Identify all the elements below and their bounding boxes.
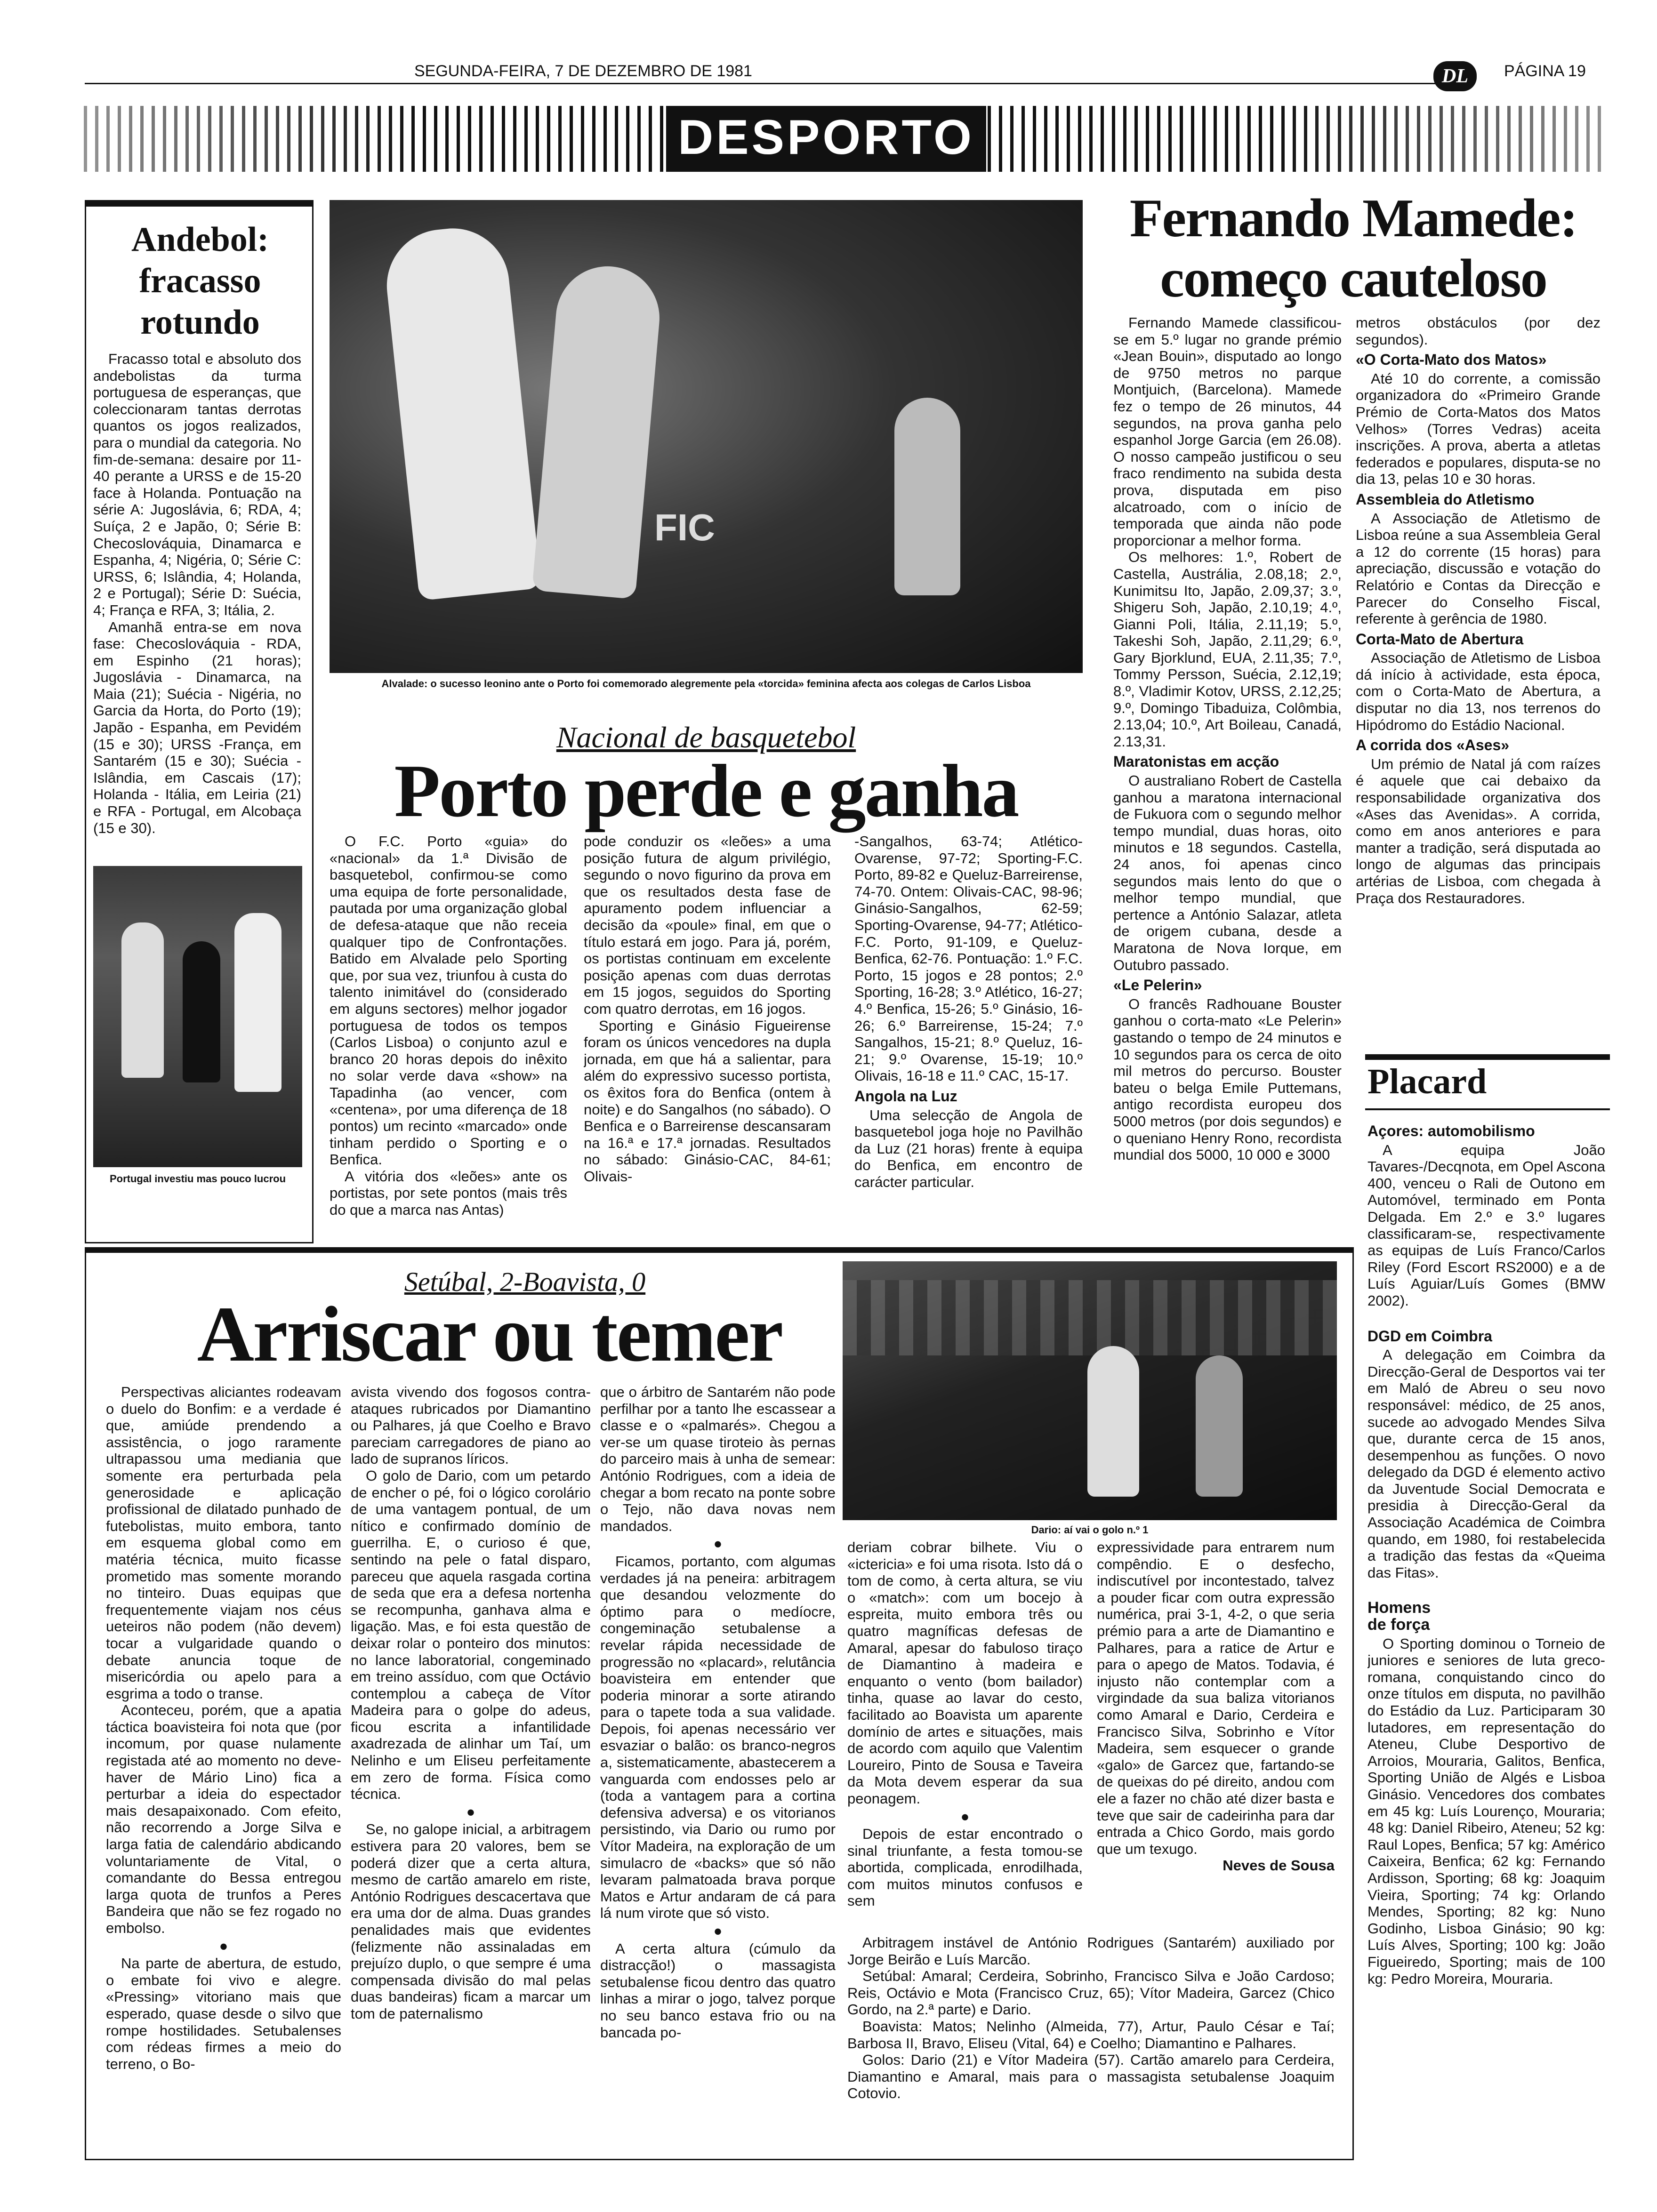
homens-heading-line: de força <box>1367 1616 1430 1634</box>
basket-paragraph: O F.C. Porto «guia» do «nacional» da 1.ª Divisão de basquetebol, confirmou-se como uma equipa de forte personalidade, pautada por uma organização global de defesa-ataque que não receia qualquer tipo de Confrontações. Batido em Alvalade pelo Sporting que, por sua vez, triunfou à custa do talento inimitável do (considerado em alguns sectores) melhor jogador portuguesa de todos os tempos (Carlos Lisboa) o conjunto azul e branco 20 horas depois do inêxito no solar verde dava «show» na Tapadinha (ao vencer, com «centena», por uma diferença de 18 pontos) um recinto «marcado» onde tinham perdido o Sporting e o Benfica. <box>330 833 567 1168</box>
photo-figure <box>1087 1346 1139 1497</box>
mamede-paragraph: Fernando Mamede classificou-se em 5.º lugar no grande prémio «Jean Bouin», disputado ao longo de 9750 metros no parque Montjuich, (Barcelona). Mamede fez o tempo de 26 minutos, 44 segundos, na prova ganha pelo espanhol Jorge Garcia (em 26.08). O nosso campeão justificou o seu fraco rendimento na subida desta prova, disputada em piso alcatroado, com o início de temporada que ainda não pode proporcionar a melhor forma. <box>1113 314 1342 549</box>
setubal-kicker: Setúbal, 2-Boavista, 0 <box>404 1266 646 1297</box>
photo-figure <box>894 398 960 595</box>
cortamato-matos-heading: «O Corta-Mato dos Matos» <box>1356 351 1547 369</box>
maratonistas-heading: Maratonistas em acção <box>1113 753 1279 770</box>
cortamato-matos-paragraph: Até 10 do corrente, a comissão organizadora do «Primeiro Grande Prémio de Corta-Matos dos Matos Velhos» (Torres Vedras) aceita inscrições. A prova, aberta a atletas federados e populares, disputa-se no dia 13, pelas 10 e 30 horas. <box>1356 370 1601 488</box>
basket-col-3 <box>854 833 1083 1233</box>
andebol-photo-caption: Portugal investiu mas pouco lucrou <box>109 1173 286 1185</box>
ficha-paragraph: Boavista: Matos; Nelinho (Almeida, 77), Artur, Paulo César e Taí; Barbosa II, Bravo, Eliseu (Vital, 64) e Coelho; Diamantino e Palhares. <box>847 2018 1335 2052</box>
section-banner-fade-left <box>84 106 413 172</box>
photo-figure <box>381 223 541 601</box>
photo-figure <box>532 262 664 600</box>
dgd-heading: DGD em Coimbra <box>1367 1327 1492 1345</box>
andebol-paragraph: Amanhã entra-se em nova fase: Checoslováquia - RDA, em Espinho (21 horas); Jugoslávia - Dinamarca, na Maia (21); Suécia - Nigéria, no Garcia da Horta, do Porto (19); Japão - Espanha, em Pevidém (15 e 30); URSS -França, em Santarém (15 e 30); Suécia - Islândia, em Cascais (17); Holanda - Itália, em Leiria (21) e RFA - Portugal, em Alcobaça (15 e 30). <box>93 618 301 836</box>
andebol-paragraph: Fracasso total e absoluto dos andebolistas da turma portuguesa de esperanças, que coleccionaram tantas derrotas quantos os jogos realizados, para o mundial da categoria. No fim-de-semana: desaire por 11-40 perante a URSS e de 15-20 face à Holanda. Pontuação na série A: Jugoslávia, 6; RDA, 4; Suíça, 2 e Japão, 0; Série B: Checoslováquia, Dinamarca e Espanha, 4; Nigéria, 0; Série C: URSS, 6; Islândia, 4; Holanda, 2 e Portugal); Série D: Suécia, 4; França e RFA, 3; Itália, 2. <box>93 351 301 618</box>
ficha-paragraph: Setúbal: Amaral; Cerdeira, Sobrinho, Francisco Silva e João Cardoso; Reis, Octávio e Mota (Francisco Cruz, 65); Vítor Madeira, Garcez (Chico Gordo, na 2.ª parte) e Dario. <box>847 1968 1335 2018</box>
setubal-paragraph: avista vivendo dos fogosos contra-ataques rubricados por Diamantino ou Palhares, já que Coelho e Bravo pareciam carregadores de piano ao lado de supranos líricos. <box>351 1384 591 1467</box>
setubal-col-2 <box>351 1384 591 2146</box>
mamede-col-2 <box>1356 314 1601 1053</box>
bullet-dot: ● <box>713 1535 723 1552</box>
setubal-paragraph: O golo de Dario, com um petardo de encher o pé, foi o lógico corolário de uma vantagem pontual, de um nítico e confirmado domínio de guerrilha. E, o curioso é que, sentindo na pele o fatal disparo, pareceu que aquela rasgada cortina de seda que era a defesa nortenha se recompunha, ganhava alma e ligação. Mas, e foi esta questão de deixar rolar o ponteiro dos minutos: no lance laboratorial, congeminado em treino assíduo, com que Octávio contemplou a cabeça de Vítor Madeira para o golpe do adeus, ficou escrita a infantilidade axadrezada de alinhar um Taí, um Nelinho e um Eliseu perfeitamente em zero de forma. Física como técnica. <box>351 1467 591 1803</box>
setubal-paragraph: expressividade para entrarem num compêndio. E o desfecho, indiscutível por incontestado, talvez a pouder ficar com outra expressão numérica, prai 3-1, 4-2, o que seria prémio para a arte de Diamantino e Palhares, para a ratice de Artur e para o apego de Matos. Todavia, é injusto não contemplar com a virgindade da sua baliza vitorianos como Amaral e Dario, Cerdeira e Francisco Silva, Sobrinho e Vítor Madeira, sem esquecer o grande «galo» de Garcez que, fartando-se de queixas do pé direito, andou com ele a fazer no chão até dizer basta e teve que sair de cadeirinha para dar entrada a Chico Gordo, mais gordo que um texugo. <box>1097 1539 1335 1857</box>
assembleia-heading: Assembleia do Atletismo <box>1356 490 1535 508</box>
mamede-headline-line: começo cauteloso <box>1160 248 1547 309</box>
mamede-headline-line: Fernando Mamede: <box>1129 188 1577 248</box>
homens-paragraph: O Sporting dominou o Torneio de juniores e seniores de luta greco-romana, conquistando cinco do onze títulos em disputa, no pavilhão do Estádio da Luz. Participaram 30 lutadores, em representação do Ateneu, Clube Desportivo de Arroios, Mouraria, Galitos, Benfica, Sporting União de Algés e Lisboa Ginásio. Vencedores dos combates em 45 kg: Luís Lourenço, Mouraria; 48 kg: Daniel Ribeiro, Ateneu; 52 kg: Raul Lopes, Benfica; 57 kg: Américo Caixeira, Benfica; 62 kg: Fernando Ardisson, Sporting; 68 kg: Joaquim Vieira, Sporting; 74 kg: Orlando Mendes, Sporting; 82 kg: Nuno Godinho, Lisboa Ginásio; 90 kg: Luís Alves, Sporting; 100 kg: João Figueiredo, Sporting; mais de 100 kg: Pedro Moreira, Mouraria. <box>1367 1635 1605 1987</box>
homens-heading <box>1367 1600 1605 1633</box>
assembleia-paragraph: A Associação de Atletismo de Lisboa reúne a sua Assembleia Geral a 12 do corrente (15 horas) para apreciação, discussão e votação do Relatório e Contas da Direcção e Parecer do Conselho Fiscal, referente à gerência de 1980. <box>1356 510 1601 627</box>
setubal-col-4 <box>847 1539 1083 1911</box>
andebol-title-line: Andebol: <box>131 220 269 259</box>
basket-photo <box>330 200 1083 673</box>
setubal-paragraph: Se, no galope inicial, a arbitragem estivera para 20 valores, bem se poderá dizer que a certa altura, mesmo de cartão amarelo em riste, António Rodrigues descacertava que era uma dor de alma. Duas grandes penalidades mais que evidentes (felizmente não assinaladas em prejuízo duplo, o que sempre é uma compensada divisão do mal pelas duas bandeiras) ficam a marcar um tom de paternalismo <box>351 1821 591 2022</box>
setubal-paragraph: que o árbitro de Santarém não pode perfilhar por a tanto lhe escassear a classe e o «palmarés». Chegou a ver-se um quase tiroteio às pernas do parceiro mais à unha de semear: António Rodrigues, com a ideia de chegar a bom recato na ponte sobre o Tejo, não dava novas nem mandados. <box>600 1384 836 1534</box>
setubal-photo <box>843 1261 1337 1520</box>
setubal-col-1 <box>106 1384 341 2146</box>
mamede-paragraph: Os melhores: 1.º, Robert de Castella, Austrália, 2.08,18; 2.º, Kunimitsu Ito, Japão, 2.09,37; 3.º, Shigeru Soh, Japão, 2.10,19; 4.º, Gianni Poli, Itália, 2.11,19; 5.º, Takeshi Soh, Japão, 2.11,29; 6.º, Gary Bjorklund, EUA, 2.11,35; 7.º, Tommy Persson, Suécia, 2.12,19; 8.º, Vladimir Kotov, URSS, 2.12,25; 9.º, Domingo Tibaduiza, Colômbia, 2.13,04; 10.º, Art Boileau, Canadá, 2.13,31. <box>1113 549 1342 750</box>
mamede-paragraph: metros obstáculos (por dez segundos). <box>1356 314 1601 348</box>
setubal-paragraph: A certa altura (cúmulo da distracção!) o massagista setubalense ficou dentro das quatro linhas a mirar o jogo, talvez porque no seu banco estava frio ou na bancada po- <box>600 1940 836 2041</box>
andebol-photo <box>93 866 302 1167</box>
ases-heading: A corrida dos «Ases» <box>1356 737 1510 754</box>
bullet-dot: ● <box>960 1808 970 1825</box>
photo-stand <box>843 1280 1337 1355</box>
bullet-dot: ● <box>466 1803 475 1820</box>
andebol-title-line: rotundo <box>140 303 260 342</box>
header-rule <box>85 83 1436 84</box>
placard-rule <box>1365 1108 1610 1110</box>
andebol-text <box>93 351 301 861</box>
basket-kicker: Nacional de basquetebol <box>556 721 856 754</box>
bullet-dot: ● <box>713 1923 723 1939</box>
page-date: SEGUNDA-FEIRA, 7 DE DEZEMBRO DE 1981 <box>414 62 752 80</box>
basket-headline: Porto perde e ganha <box>394 749 1018 833</box>
setubal-col-5 <box>1097 1539 1335 1915</box>
acores-paragraph: A equipa João Tavares-/Decqnota, em Opel Ascona 400, venceu o Rali de Outono em Automóvel, terminado em Ponta Delgada. Em 2.º e 3.º lugares classificaram-se, respectivamente as equipas de Luís Franco/Carlos Riley (Ford Escort RS2000) e a de Luís Aguiar/Luís Gomes (BMW 2002). <box>1367 1141 1605 1309</box>
photo-figure <box>1196 1355 1243 1497</box>
abertura-paragraph: Associação de Atletismo de Lisboa dá início à actividade, esta época, com o Corta-Mato de Abertura, a disputar no dia 13, nos terrenos do Hipódromo do Estádio Nacional. <box>1356 649 1601 733</box>
section-title: DESPORTO <box>678 110 974 165</box>
setubal-col-3 <box>600 1384 836 2146</box>
angola-paragraph: Uma selecção de Angola de basquetebol joga hoje no Pavilhão da Luz (21 horas) frente à equipa do Benfica, em encontro de carácter particular. <box>854 1106 1083 1190</box>
acores-heading: Açores: automobilismo <box>1367 1122 1535 1139</box>
basket-col-1 <box>330 833 567 1233</box>
photo-figure <box>121 922 164 1078</box>
maratonistas-paragraph: O australiano Robert de Castella ganhou a maratona internacional de Fukuora com o segundo melhor tempo mundial, duas horas, oito minutos e 18 segundos. Castella, 24 anos, foi apenas cinco segundos mais lento do que o melhor tempo mundial, que pertence a António Salazar, atleta de origem cubana, desde a Maratona de Nova Iorque, em Outubro passado. <box>1113 772 1342 973</box>
placard-top-rule <box>1365 1054 1610 1060</box>
setubal-signature: Neves de Sousa <box>1223 1857 1335 1874</box>
setubal-paragraph: Depois de estar encontrado o sinal triunfante, a festa tomou-se abortida, complicada, enrodilhada, com muitos minutos confusos e sem <box>847 1826 1083 1909</box>
ficha-paragraph: Arbitragem instável de António Rodrigues (Santarém) auxiliado por Jorge Beirão e Luís Marcão. <box>847 1934 1335 1968</box>
setubal-paragraph: deriam cobrar bilhete. Viu o «ictericia» e foi uma risota. Isto dá o tom de como, à certa altura, se viu o «match»: com um bocejo à espreita, muito embora três ou quatro magníficas defesas de Amaral, apesar do fabuloso tiraço de Diamantino à madeira e enquanto o vento (bom bailador) tinha, quase ao lavar do cesto, facilitado ao Boavista um aparente domínio de artes e situações, mais de acordo com aquilo que Valentim Loureiro, Pinto de Sousa e Taveira da Mota devem esperar da sua peonagem. <box>847 1539 1083 1807</box>
photo-figure <box>234 913 282 1092</box>
abertura-heading: Corta-Mato de Abertura <box>1356 630 1524 648</box>
angola-heading: Angola na Luz <box>854 1087 957 1105</box>
mamede-headline <box>1097 188 1610 309</box>
pelerin-heading: «Le Pelerin» <box>1113 977 1202 994</box>
setubal-headline: Arriscar ou temer <box>197 1290 782 1378</box>
bullet-dot: ● <box>219 1937 228 1954</box>
andebol-title-line: fracasso <box>139 262 261 300</box>
basket-paragraph: pode conduzir os «leões» a uma posição futura de algum privilégio, segundo o novo figurino da prova em que os resultados desta fase de apuramento podem influenciar a decisão da «poule» final, em que o título estará em jogo. Para já, porém, os portistas continuam em excelente posição apenas com duas derrotas em 15 jogos, seguidos do Sporting com quatro derrotas, em 16 jogos. <box>584 833 831 1017</box>
newspaper-logo: DL <box>1433 61 1477 91</box>
ficha-paragraph: Golos: Dario (21) e Vítor Madeira (57). Cartão amarelo para Cerdeira, Diamantino e Amaral, mais para o massagista setubalense Joaquim Cotovio. <box>847 2052 1335 2102</box>
homens-heading-line: Homens <box>1367 1599 1431 1617</box>
basket-photo-sign: FIC <box>654 506 715 548</box>
setubal-paragraph: Na parte de abertura, de estudo, o embate foi vivo e alegre. «Pressing» vitoriano mais que esperado, quase desde o silvo que rompe hostilidades. Setubalenses com rédeas firmes a meio do terreno, o Bo- <box>106 1955 341 2072</box>
basket-paragraph: A vitória dos «leões» ante os portistas, por sete pontos (mais três do que a marca nas Antas) <box>330 1168 567 1218</box>
setubal-paragraph: Aconteceu, porém, que a apatia táctica boavisteira foi nota que (por incomum, por quase nulamente registada até ao momento no deve-haver de Mário Lino) fica a perturbar a ideia do espectador mais desapaixonado. Com efeito, não recorrendo a Jorge Silva e larga fatia de calendário abdicando voluntariamente de Vital, o comandante do Bessa entregou larga quota de trunfos a Peres Bandeira que não se fez rogado no embolso. <box>106 1702 341 1936</box>
basket-photo-caption: Alvalade: o sucesso leonino ante o Porto foi comemorado alegremente pela «torcida» feminina afecta aos colegas de Carlos Lisboa <box>381 678 1031 689</box>
section-banner-fade-right <box>1279 106 1609 172</box>
setubal-fichas <box>847 1934 1335 2146</box>
basket-paragraph: Sporting e Ginásio Figueirense foram os únicos vencedores na dupla jornada, em que há a salientar, para além do expressivo sucesso portista, os êxitos fora do Benfica (ontem à noite) e do Sangalhos (no sábado). O Benfica e o Barreirense descansaram na 16.ª e 17.ª jornadas. Resultados no sábado: Ginásio-CAC, 84-61; Olivais- <box>584 1017 831 1185</box>
basket-col-2 <box>584 833 831 1233</box>
basket-paragraph: -Sangalhos, 63-74; Atlético-Ovarense, 97-72; Sporting-F.C. Porto, 89-82 e Queluz-Barreirense, 74-70. Ontem: Olivais-CAC, 98-96; Ginásio-Sangalhos, 62-59; Sporting-Ovarense, 94-77; Atlético-F.C. Porto, 91-109, e Queluz-Benfica, 62-76. Pontuação: 1.º F.C. Porto, 15 jogos e 28 pontos; 2.º Sporting, 16-28; 3.º Atlético, 16-27; 4.º Benfica, 15-26; 5.º Ginásio, 16-26; 6.º Barreirense, 15-24; 7.º Sangalhos, 15-21; 8.º Queluz, 16-21; 9.º Ovarense, 15-19; 10.º Olivais, 16-18 e 11.º CAC, 15-17. <box>854 833 1083 1084</box>
placard-column <box>1367 1119 1605 2155</box>
mamede-col-1 <box>1113 314 1342 1237</box>
placard-title: Placard <box>1367 1062 1487 1101</box>
andebol-title <box>89 219 311 343</box>
setubal-paragraph: Perspectivas aliciantes rodeavam o duelo do Bonfim: e a verdade é que, amiúde prendendo a assistência, o jogo raramente ultrapassou uma mediania que somente era perturbada pela generosidade e aplicação profissional de dilatado punhado de futebolistas, muito embora, tanto em esquema global como em matéria técnica, muito ficasse prometido mas somente morando no tinteiro. Duas equipas que frequentemente viajam nos céus ueteiros não podem (não devem) tocar a vulgaridade quando o debate anuncia toque de misericórdia ou apelo para a esgrima a todo o transe. <box>106 1384 341 1702</box>
photo-figure <box>183 941 220 1082</box>
setubal-photo-caption: Dario: aí vai o golo n.º 1 <box>1031 1524 1149 1536</box>
dgd-paragraph: A delegação em Coimbra da Direcção-Geral de Desportos vai ter em Maló de Abreu o seu novo responsável: médico, de 25 anos, sucede ao advogado Mendes Silva que, durante cerca de 15 anos, desempenhou as funções. O novo delegado da DGD é elemento activo da Juventude Social Democrata e presidia à Direcção-Geral da Associação Académica de Coimbra quando, em 1980, foi restabelecida a tradição das festas da «Queima das Fitas». <box>1367 1346 1605 1581</box>
pelerin-paragraph: O francês Radhouane Bouster ganhou o corta-mato «Le Pelerin» gastando o tempo de 24 minutos e 10 segundos para os cerca de oito mil metros do percurso. Bouster bateu o belga Emile Puttemans, antigo recordista europeu dos 5000 metros (por dois segundos) e o queniano Henry Rono, recordista mundial dos 5000, 10 000 e 3000 <box>1113 995 1342 1163</box>
setubal-paragraph: Ficamos, portanto, com algumas verdades já na peneira: arbitragem que desandou velozmente do óptimo para o medíocre, congeminação setubalense a revelar rápida necessidade de progressão no «placard», relutância boavisteira em entender que poderia minorar a sorte atirando para o tapete toda a sua validade. Depois, foi apenas necessário ver esvaziar o balão: os branco-negros a, sistematicamente, abastecerem a vanguarda com endosses pelo ar (toda a vantagem para a cortina defensiva adversa) e os vitorianos persistindo, via Dario ou rumo por Vítor Madeira, na exploração de um simulacro de «backs» que só não levaram palmatoada brava porque Matos e Artur andaram de cá para lá num virote que só visto. <box>600 1553 836 1922</box>
page-number: PÁGINA 19 <box>1504 62 1586 80</box>
ases-paragraph: Um prémio de Natal já com raízes é aquele que cai debaixo da responsabilidade organizativa dos «Ases das Avenidas». A corrida, como em anos anteriores e para manter a tradição, será disputada ao longo de algumas das principais artérias de Lisboa, com chegada à Praça dos Restauradores. <box>1356 755 1601 906</box>
